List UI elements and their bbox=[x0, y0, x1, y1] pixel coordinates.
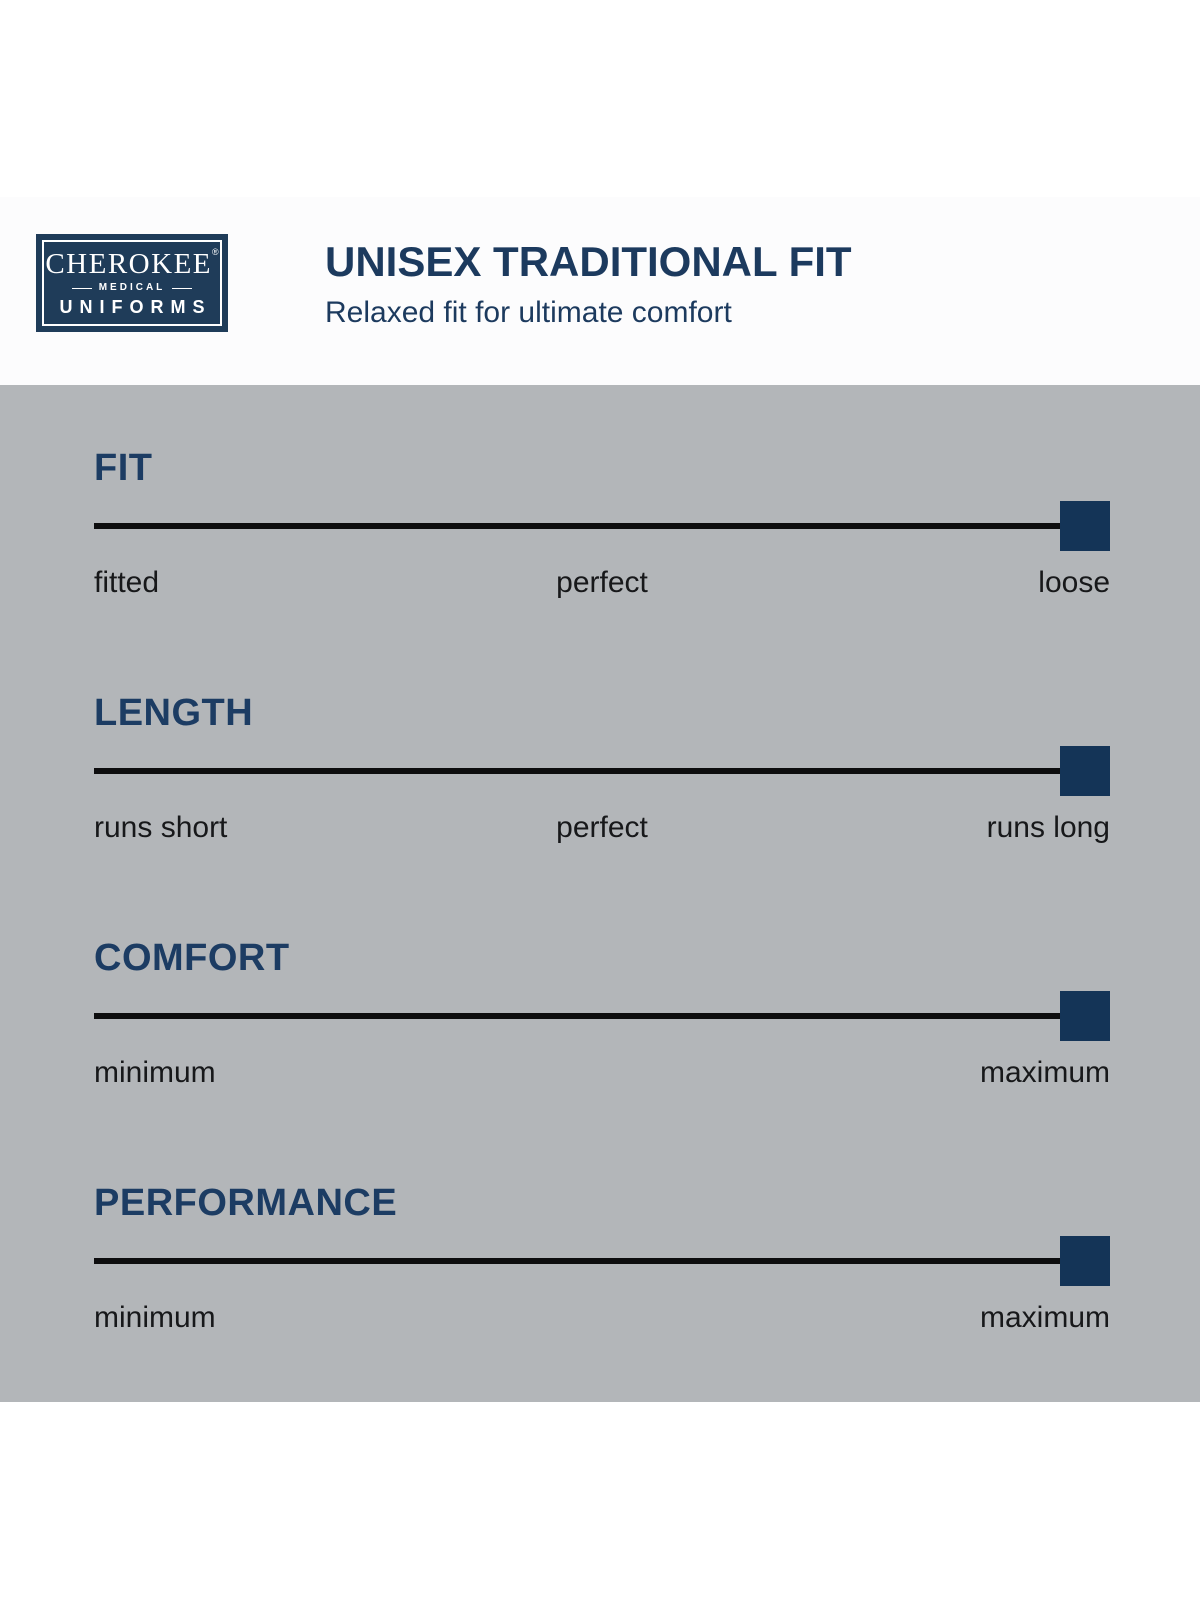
scale-labels bbox=[94, 1300, 1110, 1336]
page-title: UNISEX TRADITIONAL FIT bbox=[325, 238, 852, 285]
logo-medical-row bbox=[72, 283, 193, 293]
slider-heading: PERFORMANCE bbox=[94, 1182, 398, 1224]
logo-uniforms-text: UNIFORMS bbox=[59, 297, 212, 317]
fit-sliders-panel bbox=[0, 385, 1200, 1402]
slider-track bbox=[94, 991, 1110, 1041]
slider-row bbox=[94, 694, 1110, 846]
cherokee-logo-frame bbox=[42, 240, 222, 326]
title-block bbox=[325, 237, 852, 331]
scale-label-left: minimum bbox=[94, 1301, 216, 1334]
slider-track bbox=[94, 746, 1110, 796]
slider-row bbox=[94, 449, 1110, 601]
slider-line bbox=[94, 1258, 1110, 1264]
dash-rule-icon bbox=[72, 288, 92, 289]
scale-labels bbox=[94, 565, 1110, 601]
header-band bbox=[0, 197, 1200, 385]
page-subtitle: Relaxed fit for ultimate comfort bbox=[325, 296, 732, 330]
logo-medical-text: MEDICAL bbox=[98, 282, 166, 293]
scale-label-left: fitted bbox=[94, 566, 160, 599]
slider-row bbox=[94, 1184, 1110, 1336]
scale-label-left: minimum bbox=[94, 1056, 216, 1089]
scale-label-right: maximum bbox=[979, 1301, 1110, 1334]
slider-heading: FIT bbox=[94, 447, 153, 489]
slider-row bbox=[94, 939, 1110, 1091]
registered-trademark-icon: ® bbox=[212, 247, 219, 257]
slider-marker bbox=[1060, 991, 1110, 1041]
slider-marker bbox=[1060, 1236, 1110, 1286]
dash-rule-icon bbox=[172, 288, 192, 289]
scale-label-right: runs long bbox=[986, 811, 1110, 844]
cherokee-logo bbox=[36, 234, 228, 332]
scale-label-center: perfect bbox=[556, 811, 648, 844]
scale-label-left: runs short bbox=[94, 811, 228, 844]
scale-label-right: maximum bbox=[979, 1056, 1110, 1089]
slider-marker bbox=[1060, 746, 1110, 796]
slider-marker bbox=[1060, 501, 1110, 551]
slider-line bbox=[94, 523, 1110, 529]
logo-brand-name bbox=[45, 247, 219, 280]
scale-label-right: loose bbox=[1038, 566, 1110, 599]
scale-labels bbox=[94, 1055, 1110, 1091]
logo-cherokee-text: CHEROKEE bbox=[45, 248, 213, 280]
slider-heading: LENGTH bbox=[94, 692, 254, 734]
slider-rows bbox=[94, 449, 1110, 1336]
slider-track bbox=[94, 501, 1110, 551]
slider-heading: COMFORT bbox=[94, 937, 290, 979]
slider-line bbox=[94, 1013, 1110, 1019]
scale-label-center: perfect bbox=[556, 566, 648, 599]
slider-track bbox=[94, 1236, 1110, 1286]
slider-line bbox=[94, 768, 1110, 774]
scale-labels bbox=[94, 810, 1110, 846]
